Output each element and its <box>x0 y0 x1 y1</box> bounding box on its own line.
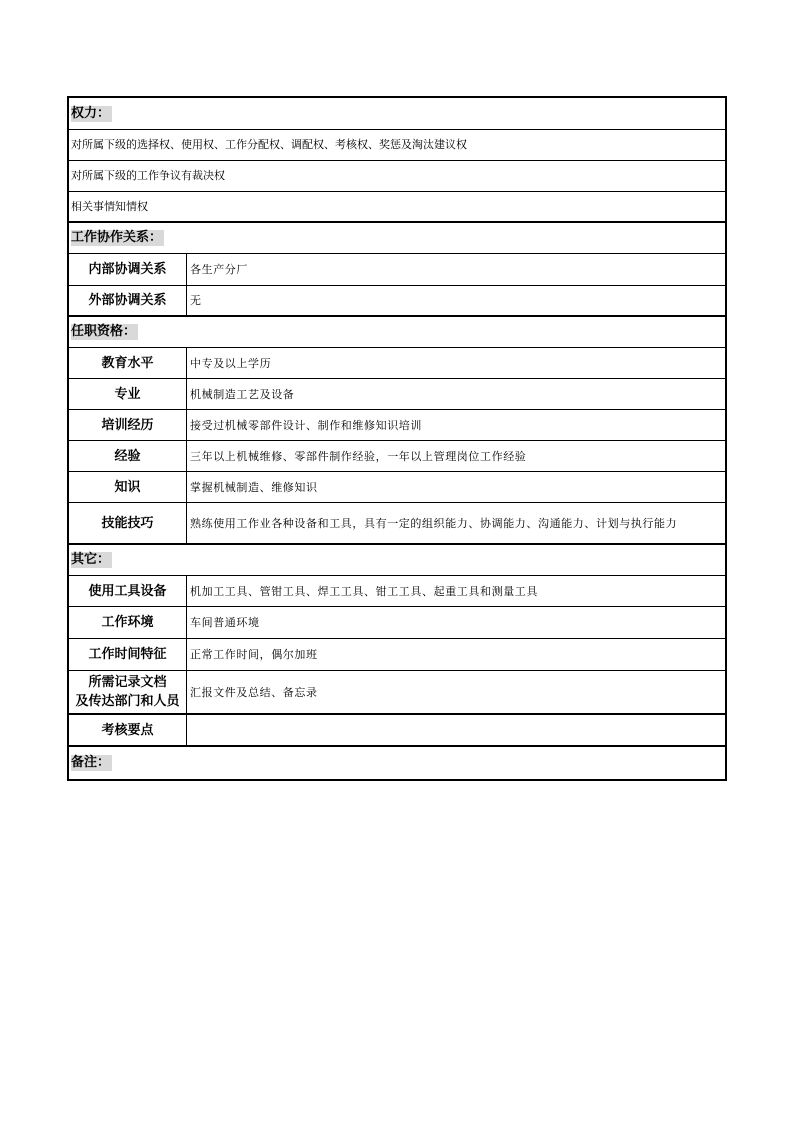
row-value: 掌握机械制造、维修知识 <box>190 480 318 494</box>
section-title: 任职资格： <box>71 324 137 339</box>
row-label: 教育水平 <box>69 348 187 378</box>
list-item <box>69 161 725 192</box>
row-label: 工作时间特征 <box>69 639 187 670</box>
section-title: 工作协作关系： <box>71 230 163 245</box>
list-item <box>69 130 725 161</box>
row-label: 工作环境 <box>69 607 187 638</box>
row-value: 各生产分厂 <box>190 263 248 276</box>
row-value <box>187 715 725 745</box>
row-label: 知识 <box>69 472 187 502</box>
table-row <box>69 639 725 671</box>
table-row <box>69 503 725 545</box>
row-value: 中专及以上学历 <box>190 356 272 370</box>
row-label: 内部协调关系 <box>69 254 187 285</box>
row-value: 车间普通环境 <box>190 616 260 629</box>
row-label: 培训经历 <box>69 410 187 440</box>
section-header-cooperation <box>69 223 725 254</box>
row-label: 专业 <box>69 379 187 409</box>
row-value: 汇报文件及总结、备忘录 <box>190 685 318 699</box>
row-label: 外部协调关系 <box>69 286 187 315</box>
section-header-other <box>69 545 725 576</box>
section-title: 备注： <box>71 755 111 770</box>
row-label: 使用工具设备 <box>69 576 187 606</box>
section-title: 其它： <box>71 552 111 567</box>
power-item: 相关事情知情权 <box>71 199 148 213</box>
table-row <box>69 671 725 715</box>
row-label: 经验 <box>69 441 187 471</box>
section-header-power <box>69 98 725 130</box>
row-value: 接受过机械零部件设计、制作和维修知识培训 <box>190 418 422 432</box>
table-row <box>69 254 725 286</box>
row-value: 三年以上机械维修、零部件制作经验，一年以上管理岗位工作经验 <box>190 449 527 463</box>
list-item <box>69 192 725 223</box>
table-row <box>69 379 725 410</box>
table-row <box>69 348 725 379</box>
job-description-table <box>67 96 727 781</box>
section-header-remarks <box>69 747 725 779</box>
table-row <box>69 576 725 607</box>
row-label: 技能技巧 <box>69 503 187 543</box>
power-item: 对所属下级的选择权、使用权、工作分配权、调配权、考核权、奖惩及淘汰建议权 <box>71 138 467 151</box>
row-value: 机加工工具、管钳工具、焊工工具、钳工工具、起重工具和测量工具 <box>190 584 538 598</box>
table-row <box>69 410 725 441</box>
table-row <box>69 607 725 639</box>
row-label: 考核要点 <box>69 715 187 745</box>
row-value: 机械制造工艺及设备 <box>190 387 295 401</box>
section-title: 权力： <box>71 105 111 121</box>
table-row <box>69 286 725 317</box>
section-header-qualification <box>69 317 725 348</box>
table-row <box>69 441 725 472</box>
row-value: 无 <box>190 294 202 307</box>
row-label-line1: 所需记录文档 <box>88 675 167 690</box>
power-item: 对所属下级的工作争议有裁决权 <box>71 169 225 182</box>
row-label <box>69 671 187 713</box>
table-row <box>69 472 725 503</box>
row-value: 熟练使用工作业各种设备和工具，具有一定的组织能力、协调能力、沟通能力、计划与执行能力 <box>190 516 678 530</box>
row-value: 正常工作时间，偶尔加班 <box>190 648 318 661</box>
table-row-assessment <box>69 715 725 747</box>
row-label-line2: 及传达部门和人员 <box>75 694 180 709</box>
